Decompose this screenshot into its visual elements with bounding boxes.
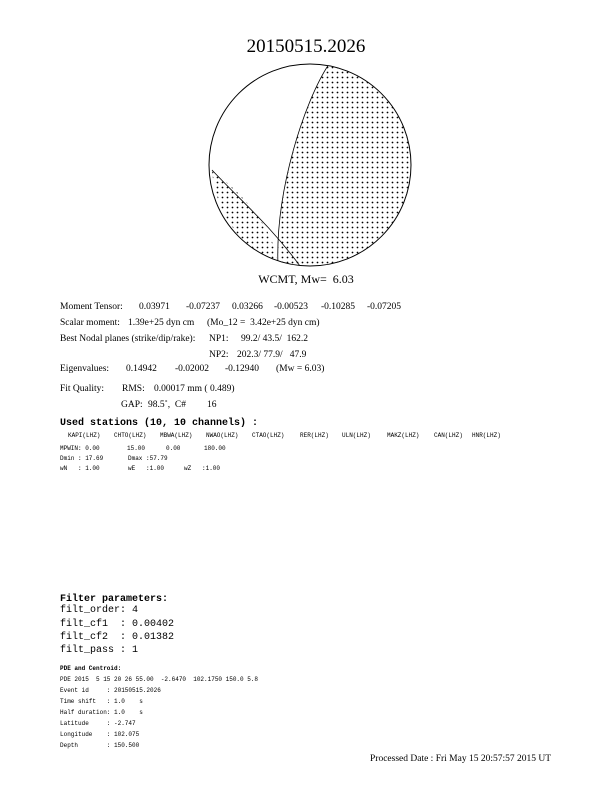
mpwin-value-2: 15.00 [127, 445, 146, 452]
station-nwao: NWAO(LHZ) [206, 432, 239, 439]
station-can: CAN(LHZ) [434, 432, 463, 439]
scalar-moment-label: Scalar moment: [60, 318, 120, 328]
np1-label: NP1: [209, 334, 229, 344]
scalar-moment-value: 1.39e+25 dyn cm [128, 318, 195, 328]
filt-pass: filt_pass : 1 [60, 645, 139, 656]
station-rer: RER(LHZ) [300, 432, 329, 439]
we-value: wE :1.00 [128, 465, 165, 472]
mt-value-5: -0.10285 [321, 302, 356, 312]
event-id: Event id : 20150515.2026 [60, 687, 161, 694]
mpwin-value: MPWIN: 0.00 [60, 445, 100, 452]
eigenvalue-3: -0.12940 [225, 364, 260, 374]
filt-cf2: filt_cf2 : 0.01382 [60, 632, 175, 643]
station-mbwa: MBWA(LHZ) [160, 432, 193, 439]
solution-caption: WCMT, Mw= 6.03 [258, 272, 354, 286]
filt-order: filt_order: 4 [60, 605, 139, 616]
mt-value-4: -0.00523 [274, 302, 309, 312]
eigenvalue-1: 0.14942 [126, 364, 157, 374]
mo12-value: (Mo_12 = 3.42e+25 dyn cm) [207, 318, 320, 328]
eigenvalues-label: Eigenvalues: [60, 364, 110, 374]
rms-value: 0.00017 mm ( 0.489) [154, 384, 235, 394]
moment-tensor-label: Moment Tensor: [60, 302, 123, 312]
event-title: 20150515.2026 [246, 36, 366, 57]
mpwin-value-3: 0.00 [166, 445, 181, 452]
eigen-mw: (Mw = 6.03) [276, 364, 325, 374]
station-hnr: HNR(LHZ) [472, 432, 501, 439]
np2-label: NP2: [209, 350, 229, 360]
np1-value: 99.2/ 43.5/ 162.2 [241, 334, 309, 344]
dmax-value: Dmax :57.79 [128, 455, 168, 462]
mpwin-value-4: 180.00 [204, 445, 226, 452]
depth: Depth : 150.500 [60, 742, 140, 749]
mt-value-6: -0.07205 [367, 302, 402, 312]
rms-label: RMS: [122, 384, 145, 394]
fit-quality-label: Fit Quality: [60, 384, 105, 394]
longitude: Longitude : 102.075 [60, 731, 140, 738]
wn-value: wN : 1.00 [60, 465, 100, 472]
compressional-quadrant-east [278, 60, 420, 266]
processed-date: Processed Date : Fri May 15 20:57:57 2015 UT [370, 754, 552, 764]
np2-value: 202.3/ 77.9/ 47.9 [237, 350, 307, 360]
mt-value-2: -0.07237 [186, 302, 221, 312]
filter-heading: Filter parameters: [60, 594, 169, 605]
station-kapi: KAPI(LHZ) [68, 432, 101, 439]
gap-label: GAP: [121, 400, 143, 410]
station-ctao: CTAO(LHZ) [252, 432, 285, 439]
latitude: Latitude : -2.747 [60, 720, 136, 727]
mt-value-3: 0.03266 [232, 302, 263, 312]
pde-heading: PDE and Centroid: [60, 665, 122, 672]
time-shift: Time shift : 1.0 s [60, 698, 143, 705]
wz-value: wZ :1.00 [184, 465, 221, 472]
compressional-quadrant-southwest [212, 170, 278, 266]
station-chto: CHTO(LHZ) [114, 432, 147, 439]
station-uln: ULN(LHZ) [342, 432, 371, 439]
c-number: 16 [207, 400, 217, 410]
mt-value-1: 0.03971 [139, 302, 170, 312]
stations-heading: Used stations (10, 10 channels) : [60, 418, 259, 429]
nodal-planes-label: Best Nodal planes (strike/dip/rake): [60, 334, 196, 344]
filt-cf1: filt_cf1 : 0.00402 [60, 619, 175, 630]
eigenvalue-2: -0.02002 [175, 364, 210, 374]
half-duration: Half duration: 1.0 s [60, 709, 143, 716]
station-makz: MAKZ(LHZ) [387, 432, 420, 439]
dmin-value: Dmin : 17.69 [60, 455, 104, 462]
gap-value: 98.5˚, C# [148, 400, 186, 410]
pde-line: PDE 2015 5 15 20 26 55.00 -2.6470 102.1750 150.0 5.8 [60, 676, 259, 683]
